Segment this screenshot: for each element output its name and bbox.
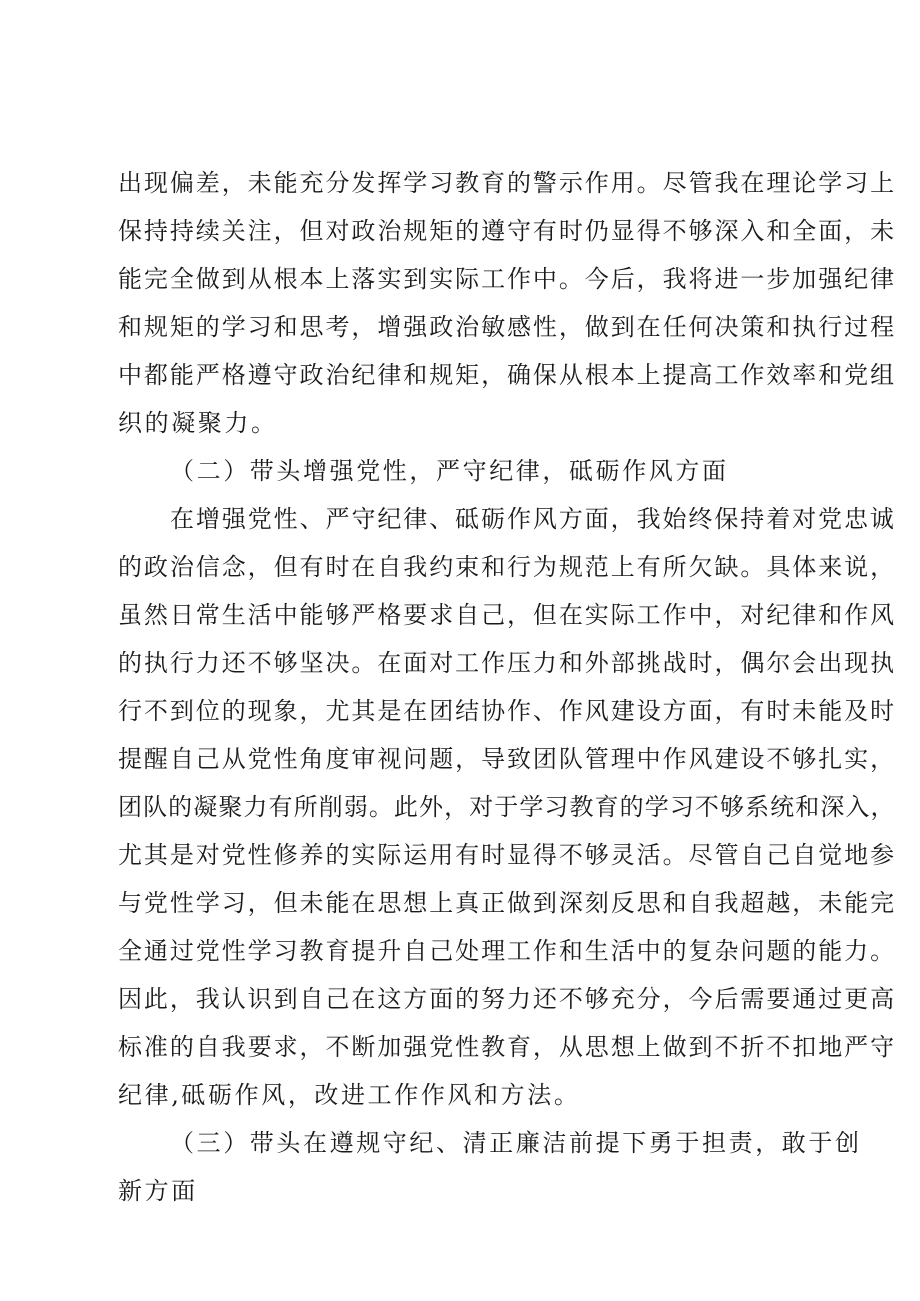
section-heading: （二）带头增强党性，严守纪律，砥砺作风方面 bbox=[170, 457, 729, 485]
body-line: 能完全做到从根本上落实到实际工作中。今后，我将进一步加强纪律 bbox=[118, 265, 896, 293]
body-line: 与党性学习，但未能在思想上真正做到深刻反思和自我超越，未能完 bbox=[118, 889, 896, 917]
body-line: 尤其是对党性修养的实际运用有时显得不够灵活。尽管自己自觉地参 bbox=[118, 841, 896, 869]
section-heading: （三）带头在遵规守纪、清正廉洁前提下勇于担责，敢于创 bbox=[170, 1129, 862, 1157]
body-line: 出现偏差，未能充分发挥学习教育的警示作用。尽管我在理论学习上 bbox=[118, 169, 896, 197]
body-line: 保持持续关注，但对政治规矩的遵守有时仍显得不够深入和全面，未 bbox=[118, 217, 896, 245]
body-line: 因此，我认识到自己在这方面的努力还不够充分，今后需要通过更高 bbox=[118, 985, 896, 1013]
body-line: 团队的凝聚力有所削弱。此外，对于学习教育的学习不够系统和深入， bbox=[118, 793, 896, 821]
body-line: 标准的自我要求，不断加强党性教育，从思想上做到不折不扣地严守 bbox=[118, 1033, 896, 1061]
body-line: 提醒自己从党性角度审视问题，导致团队管理中作风建设不够扎实， bbox=[118, 745, 896, 773]
body-line: 全通过党性学习教育提升自己处理工作和生活中的复杂问题的能力。 bbox=[118, 937, 896, 965]
body-line: 织的凝聚力。 bbox=[118, 409, 278, 437]
body-line: 中都能严格遵守政治纪律和规矩，确保从根本上提高工作效率和党组 bbox=[118, 361, 896, 389]
body-line: 行不到位的现象，尤其是在团结协作、作风建设方面，有时未能及时 bbox=[118, 697, 896, 725]
body-line: 虽然日常生活中能够严格要求自己，但在实际工作中，对纪律和作风 bbox=[118, 601, 896, 629]
section-heading-continuation: 新方面 bbox=[118, 1177, 198, 1205]
body-line: 在增强党性、严守纪律、砥砺作风方面，我始终保持着对党忠诚 bbox=[170, 505, 896, 533]
body-line: 纪律,砥砺作风，改进工作作风和方法。 bbox=[118, 1081, 581, 1109]
body-line: 的政治信念，但有时在自我约束和行为规范上有所欠缺。具体来说， bbox=[118, 553, 896, 581]
body-line: 和规矩的学习和思考，增强政治敏感性，做到在任何决策和执行过程 bbox=[118, 313, 896, 341]
body-line: 的执行力还不够坚决。在面对工作压力和外部挑战时，偶尔会出现执 bbox=[118, 649, 896, 677]
